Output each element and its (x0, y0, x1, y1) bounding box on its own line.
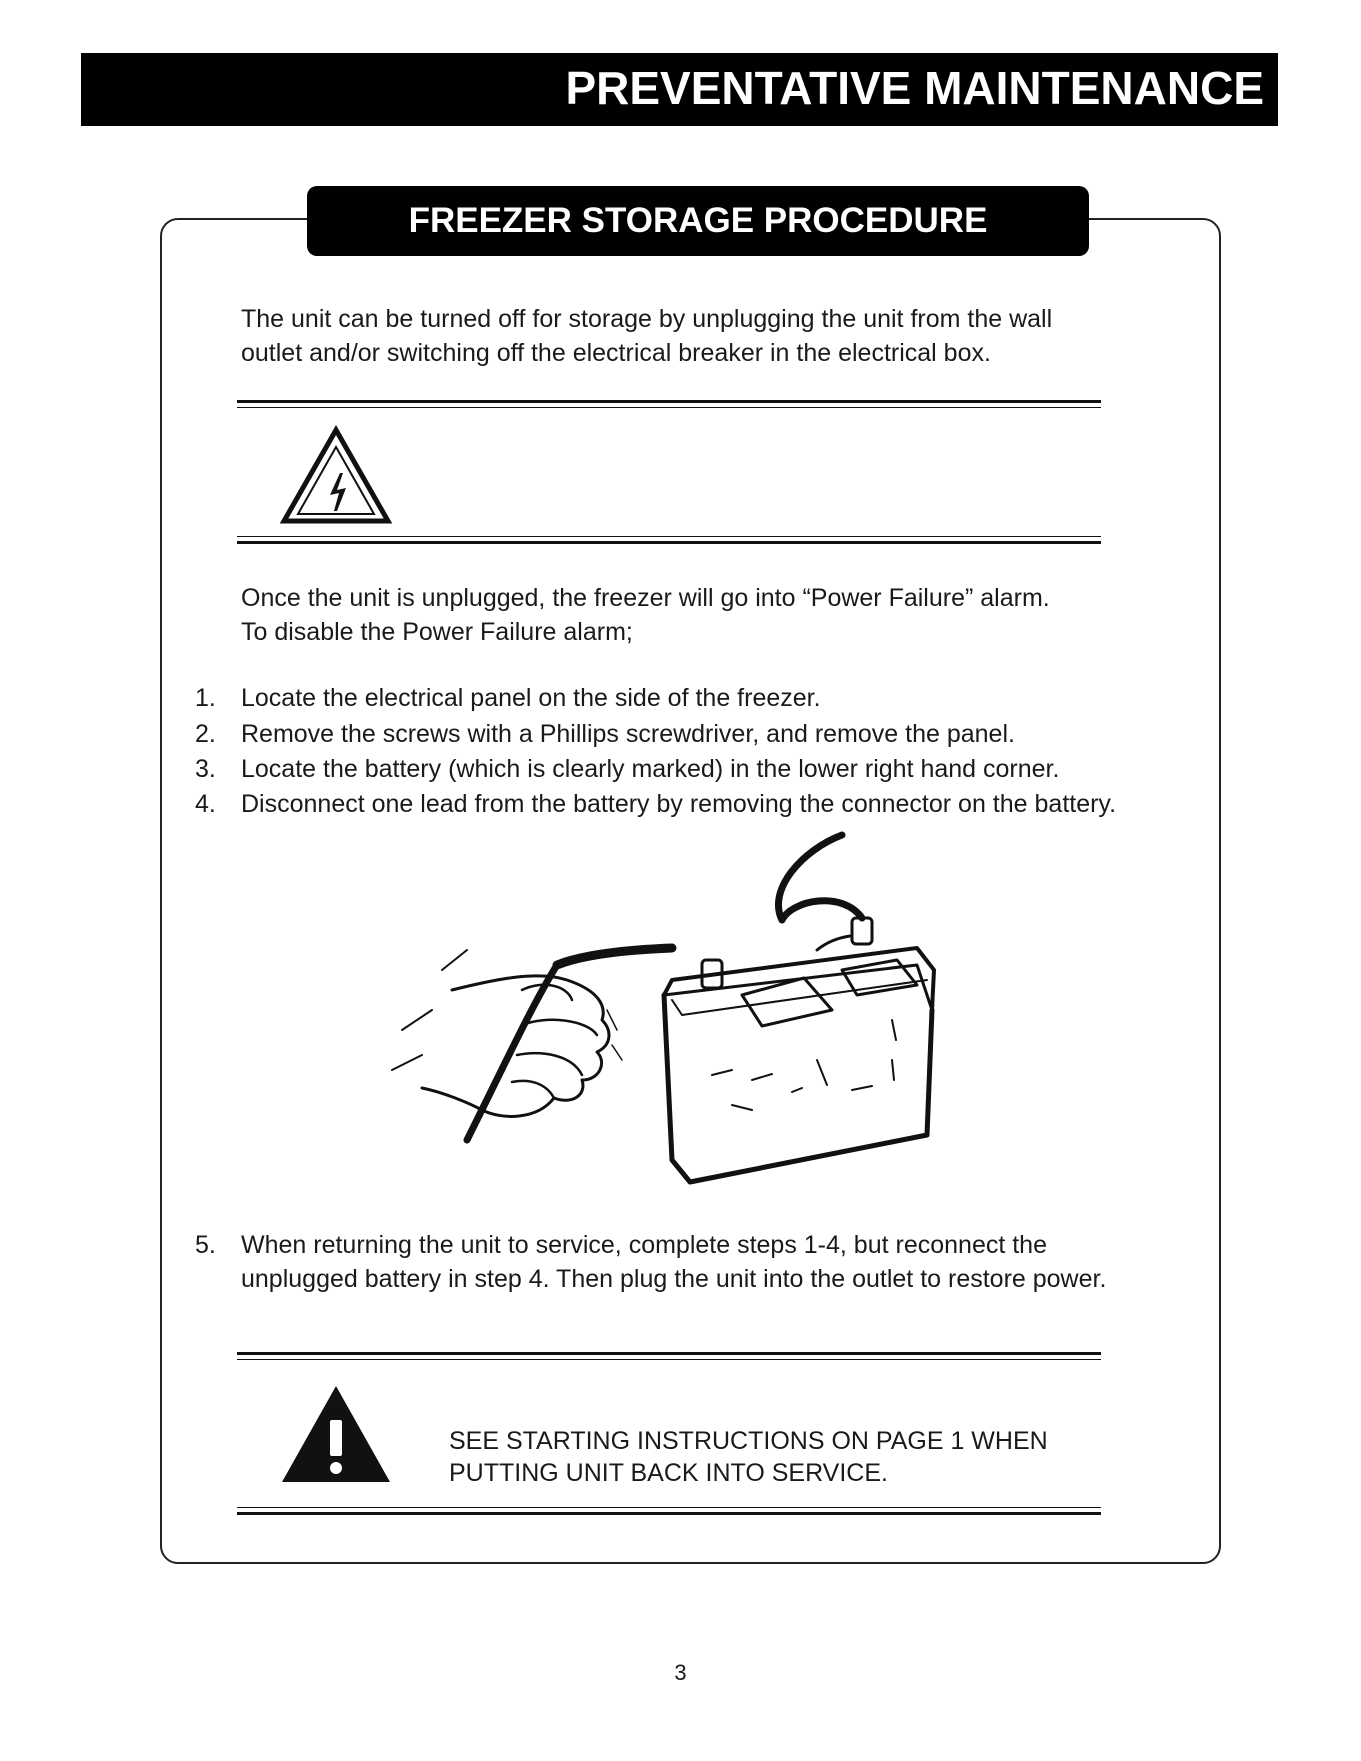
intro-paragraph (241, 302, 1052, 370)
step-text: When returning the unit to service, complete steps 1-4, but reconnect the (241, 1231, 1047, 1259)
list-item-step-1 (195, 681, 821, 715)
exclamation-triangle-icon (280, 1384, 392, 1484)
caution-line: SEE STARTING INSTRUCTIONS ON PAGE 1 WHEN (449, 1427, 1048, 1455)
intro-line: The unit can be turned off for storage by unplugging the unit from the wall (241, 305, 1053, 333)
alarm-note (241, 581, 1050, 649)
battery-disconnect-illustration (372, 830, 956, 1200)
caution-rule-top (237, 1352, 1101, 1360)
page-title: PREVENTATIVE MAINTENANCE (565, 62, 1264, 114)
alarm-note-line: To disable the Power Failure alarm; (241, 618, 633, 646)
step-number: 1. (195, 684, 216, 712)
warning-rule-bottom (237, 536, 1101, 544)
caution-rule-bottom (237, 1507, 1101, 1515)
header-bar (81, 53, 1278, 126)
section-title-bar (307, 186, 1089, 256)
step-number: 5. (195, 1231, 216, 1259)
step-number: 2. (195, 720, 216, 748)
warning-rule-top (237, 400, 1101, 408)
step-number: 3. (195, 755, 216, 783)
alarm-note-line: Once the unit is unplugged, the freezer will go into “Power Failure” alarm. (241, 584, 1050, 612)
caution-note (449, 1425, 1048, 1489)
step-text: Remove the screws with a Phillips screwdriver, and remove the panel. (241, 720, 1015, 748)
list-item-step-2 (195, 717, 1015, 751)
step-text: Disconnect one lead from the battery by removing the connector on the battery. (241, 790, 1117, 818)
intro-line: outlet and/or switching off the electrical breaker in the electrical box. (241, 339, 991, 367)
list-item-step-5 (195, 1228, 1106, 1296)
list-item-step-3 (195, 752, 1059, 786)
section-title: FREEZER STORAGE PROCEDURE (408, 201, 988, 240)
step-text: Locate the electrical panel on the side of the freezer. (241, 684, 821, 712)
caution-line: PUTTING UNIT BACK INTO SERVICE. (449, 1459, 888, 1487)
step-text: Locate the battery (which is clearly marked) in the lower right hand corner. (241, 755, 1060, 783)
page-number: 3 (674, 1660, 687, 1685)
step-number: 4. (195, 790, 216, 818)
list-item-step-4 (195, 787, 1116, 821)
electrical-hazard-triangle-icon (280, 425, 392, 525)
step-text: unplugged battery in step 4. Then plug the unit into the outlet to restore power. (241, 1265, 1107, 1293)
